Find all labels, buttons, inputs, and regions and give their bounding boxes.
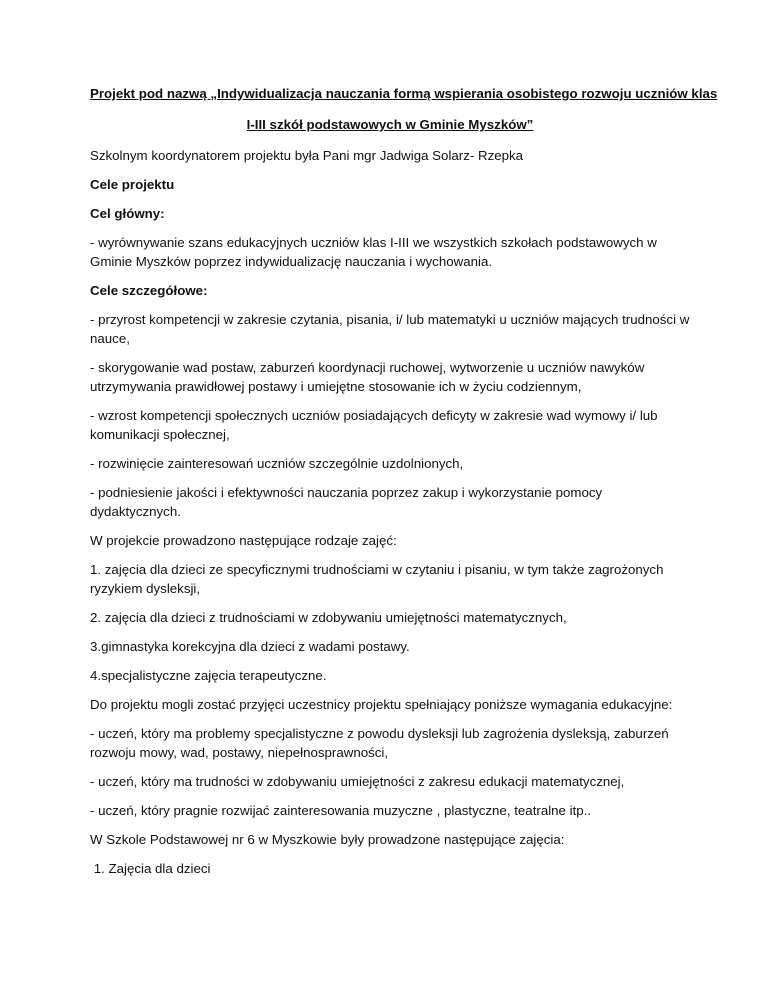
participant-requirement-item: - uczeń, który ma trudności w zdobywaniu umiejętności z zakresu edukacji matematycznej, bbox=[90, 774, 625, 789]
main-goal-text: - wyrównywanie szans edukacyjnych uczniów klas I-III we wszystkich szkołach podstawowych w Gminie Myszków poprzez indywidualizację nauczania i wychowania. bbox=[90, 235, 657, 269]
activity-item: 1. zajęcia dla dzieci ze specyficznymi trudnościami w czytaniu i pisaniu, w tym także zagrożonych ryzykiem dysleksji, bbox=[90, 562, 664, 596]
activity-item: 2. zajęcia dla dzieci z trudnościami w zdobywaniu umiejętności matematycznych, bbox=[90, 610, 567, 625]
specific-goal-item: - rozwinięcie zainteresowań uczniów szczególnie uzdolnionych, bbox=[90, 456, 464, 471]
goals-heading: Cele projektu bbox=[90, 177, 175, 192]
activities-intro: W projekcie prowadzono następujące rodzaje zajęć: bbox=[90, 533, 397, 548]
specific-goals-heading: Cele szczegółowe: bbox=[90, 283, 208, 298]
participant-requirement-item: - uczeń, który pragnie rozwijać zainteresowania muzyczne , plastyczne, teatralne itp.. bbox=[90, 803, 592, 818]
document-title-line-1: Projekt pod nazwą „Indywidualizacja nauczania formą wspierania osobistego rozwoju uczniów klas bbox=[90, 86, 718, 101]
document-body bbox=[90, 84, 718, 888]
specific-goal-item: - wzrost kompetencji społecznych uczniów posiadających deficyty w zakresie wad wymowy i/ lub komunikacji społecznej, bbox=[90, 408, 658, 442]
specific-goal-item: - skorygowanie wad postaw, zaburzeń koordynacji ruchowej, wytworzenie u uczniów nawyków utrzymywania prawidłowej postawy i umiejętne stosowanie ich w życiu codziennym, bbox=[90, 360, 645, 394]
participant-requirement-item: - uczeń, który ma problemy specjalistyczne z powodu dysleksji lub zagrożenia dysleksją, zaburzeń rozwoju mowy, wad, postawy, niepełnosprawności, bbox=[90, 726, 669, 760]
school-first-activity: 1. Zajęcia dla dzieci bbox=[90, 861, 211, 876]
document-title-line-2: I-III szkół podstawowych w Gminie Myszków” bbox=[246, 117, 534, 132]
participants-intro: Do projektu mogli zostać przyjęci uczestnicy projektu spełniający poniższe wymagania edukacyjne: bbox=[90, 697, 673, 712]
activity-item: 4.specjalistyczne zajęcia terapeutyczne. bbox=[90, 668, 327, 683]
coordinator-text: Szkolnym koordynatorem projektu była Pani mgr Jadwiga Solarz- Rzepka bbox=[90, 148, 524, 163]
specific-goal-item: - podniesienie jakości i efektywności nauczania poprzez zakup i wykorzystanie pomocy dydaktycznych. bbox=[90, 485, 603, 519]
school-intro: W Szkole Podstawowej nr 6 w Myszkowie były prowadzone następujące zajęcia: bbox=[90, 832, 565, 847]
specific-goal-item: - przyrost kompetencji w zakresie czytania, pisania, i/ lub matematyki u uczniów mających trudności w nauce, bbox=[90, 312, 690, 346]
main-goal-heading: Cel główny: bbox=[90, 206, 165, 221]
activity-item: 3.gimnastyka korekcyjna dla dzieci z wadami postawy. bbox=[90, 639, 410, 654]
